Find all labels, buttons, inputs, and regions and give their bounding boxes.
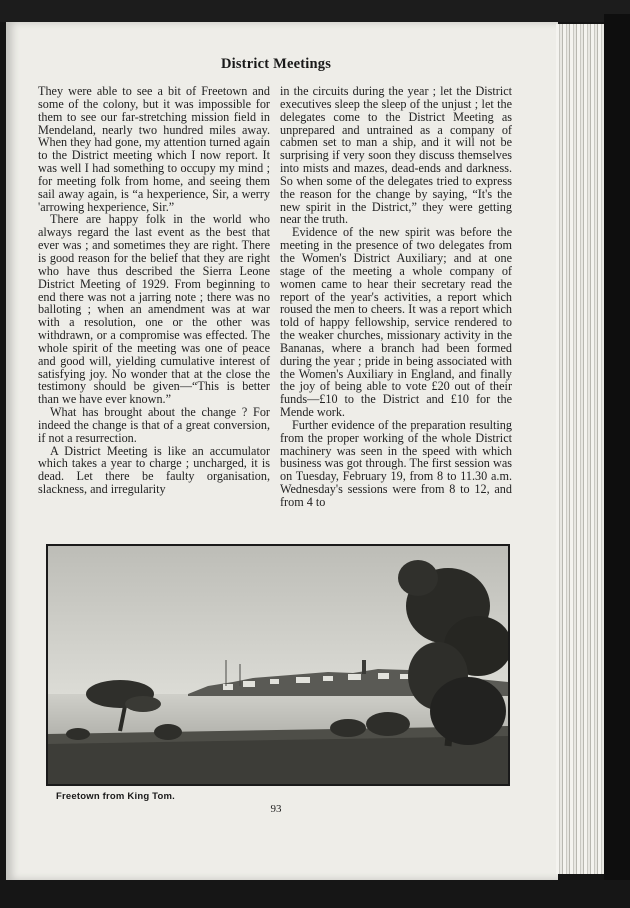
photograph-freetown <box>46 544 510 786</box>
page-edges <box>556 24 604 874</box>
page-title: District Meetings <box>220 56 332 72</box>
book-binding-bottom <box>0 880 630 908</box>
book-cover-edge <box>604 14 630 890</box>
paragraph: They were able to see a bit of Freetown and some of the colony, but it was impossible for them to see our far-stretching mission field in Mendeland, nearly two hundred miles away. When they had gone, my attention turned again to the District meeting which I now report. It was well I had something to occupy my mind ; for meeting folk from home, and seeing them sail away again, is “a hexperience, Sir, a werry 'arrowing hexperience, Sir.” <box>38 84 270 214</box>
paragraph: What has brought about the change ? For indeed the change is that of a great conversion, if not a resurrection. <box>38 405 270 445</box>
book-binding-top <box>0 0 630 22</box>
paragraph: Evidence of the new spirit was before the meeting in the presence of two delegates from the Women's District Auxiliary; and at one stage of the meeting a whole company of women came to hear their secretary read the report of the year's activities, a report which roused the men to cheers. It was a report which told of happy fellowship, service rendered to the weaker churches, missionary activity in the Bananas, where a branch had been formed during the year ; pride in being associated with the Women's Auxiliary in England, and finally the joy of being able to vote £20 out of their funds—£10 to the District and £10 for the Mende work. <box>280 225 512 420</box>
paragraph: in the circuits during the year ; let the District executives sleep the sleep of the unjust ; let the delegates come to the District Meeting as unprepared and untrained as a company of cabmen set to man a ship, and it will not be surprising if very soon they discuss themselves into mists and mazes, dead-ends and darkness. So when some of the delegates tried to express the reason for the change by saying, “It's the new spirit in the District,” they were getting near the truth. <box>280 84 512 227</box>
foreground-ground <box>48 736 508 784</box>
paragraph: Further evidence of the preparation resulting from the proper working of the whole District machinery was seen in the speed with which business was got through. The first session was on Tuesday, February 19, from 8 to 11.30 a.m. Wednesday's sessions were from 8 to 12, and from 4 to <box>280 417 512 509</box>
photo-illustration <box>48 546 508 784</box>
right-column <box>280 85 512 509</box>
tower <box>362 660 366 674</box>
paragraph: A District Meeting is like an accumulator which takes a year to charge ; uncharged, it is dead. Let there be faulty organisation, slackness, and irregularity <box>38 443 270 497</box>
left-column <box>38 85 270 496</box>
paragraph: There are happy folk in the world who always regard the last event as the best that ever was ; and sometimes they are right. There is good reason for the belief that they are right who have thus described the Sierra Leone District Meeting of 1929. From beginning to end there was not a jarring note ; there was no balloting ; when an amendment was at war with a resolution, one or the other was withdrawn, or a compromise was effected. The whole spirit of the meeting was one of peace and good will, yielding cumulative interest of satisfying joy. No wonder that at the close the testimony should be given—“This is better than we have ever known.” <box>38 212 270 407</box>
page-number: 93 <box>270 803 282 815</box>
photo-caption: Freetown from King Tom. <box>56 791 175 802</box>
